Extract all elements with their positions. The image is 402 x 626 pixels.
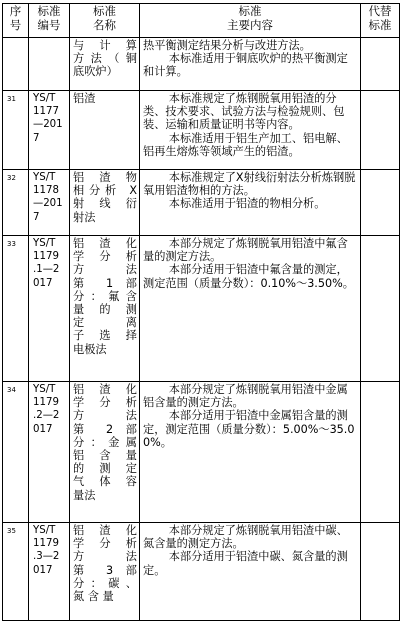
row-number: 31 xyxy=(7,95,16,103)
cell-replaces xyxy=(361,523,400,621)
cell-code xyxy=(29,170,70,236)
standard-name-line: 铝 渣 物 xyxy=(73,171,137,184)
standard-name-line: 的 测 定 xyxy=(73,462,137,476)
standard-name-line: 方 法 xyxy=(73,550,137,564)
standard-code: YS/T 1179 .3—2 017 xyxy=(33,525,60,576)
standard-name-line: 分：氟含 xyxy=(73,289,137,303)
cell-name xyxy=(70,170,140,236)
standard-name-line: 量 的 测 xyxy=(73,303,137,317)
standard-name-line: 铝渣 xyxy=(73,92,96,105)
standard-name-line: 与 计 算 xyxy=(73,39,137,52)
cell-scope xyxy=(140,170,361,236)
standard-name-line: 方法（铜 xyxy=(73,52,137,66)
standard-code: YS/T 1178 —201 7 xyxy=(33,172,63,223)
cell-code xyxy=(29,91,70,170)
cell-scope xyxy=(140,523,361,621)
scope-paragraph: 本部分规定了炼钢脱氧用铝渣中碳、氮含量的测定方法。 xyxy=(143,524,348,551)
table-row xyxy=(3,382,400,523)
cell-scope xyxy=(140,91,361,170)
cell-code xyxy=(29,382,70,523)
cell-replaces xyxy=(361,170,400,236)
standard-code: YS/T 1177 —201 7 xyxy=(33,93,63,144)
standard-name-line: 底吹炉） xyxy=(73,65,118,79)
table-row xyxy=(3,38,400,91)
cell-replaces xyxy=(361,38,400,91)
table-row xyxy=(3,170,400,236)
standard-name-line: 第 3 部 xyxy=(73,563,137,577)
standard-name-line: 铝 渣 化 xyxy=(73,524,137,537)
standard-name-line: 射 线 衍 xyxy=(73,197,137,211)
cell-name xyxy=(70,382,140,523)
table-row xyxy=(3,91,400,170)
standard-name-line: 铝 含 量 xyxy=(73,449,137,463)
standard-name-line: 氮 含 量 xyxy=(73,590,114,604)
scope-paragraph: 本部分适用于铝渣中碳、氮含量的测定。 xyxy=(143,550,348,577)
standard-name-line: 铝 渣 化 xyxy=(73,383,137,396)
header-code: 标准 编号 xyxy=(29,4,70,38)
scope-paragraph: 本标准适用于铝生产加工、铝电解、铝再生熔炼等领域产生的铝渣。 xyxy=(143,131,348,158)
header-replaces: 代替 标准 xyxy=(361,4,400,38)
standard-name-line: 气 体 容 xyxy=(73,475,137,489)
standard-name-line: 量法 xyxy=(73,488,96,502)
standard-name-line: 相分析 X xyxy=(73,184,137,198)
table-row xyxy=(3,523,400,621)
standard-name-line: 定 离 xyxy=(73,316,137,330)
cell-scope xyxy=(140,236,361,382)
table-row xyxy=(3,236,400,382)
cell-scope xyxy=(140,38,361,91)
row-number: 33 xyxy=(7,240,16,248)
row-number xyxy=(3,38,28,42)
scope-paragraph: 本部分适用于铝渣中金属铝含量的测定，测定范围（质量分数）：5.00%～35.00%。 xyxy=(143,409,355,449)
cell-name xyxy=(70,91,140,170)
scope-paragraph: 本部分规定了炼钢脱氧用铝渣中氟含量的测定方法。 xyxy=(143,237,348,264)
header-name: 标准 名称 xyxy=(70,4,140,38)
standard-name-line: 射法 xyxy=(73,210,96,224)
standard-name-line: 分：金属 xyxy=(73,435,137,449)
cell-scope xyxy=(140,382,361,523)
standard-name-line: 方 法 xyxy=(73,263,137,277)
standard-name-line: 第 1 部 xyxy=(73,276,137,290)
scope-paragraph: 本标准适用于铜底吹炉的热平衡测定和计算。 xyxy=(143,52,348,79)
row-number: 34 xyxy=(7,386,16,394)
header-no: 序 号 xyxy=(3,4,29,38)
standard-code: YS/T 1179 .2—2 017 xyxy=(33,384,60,435)
cell-code xyxy=(29,523,70,621)
standard-name-line: 学 分 析 xyxy=(73,537,137,551)
scope-paragraph: 本部分适用于铝渣中氟含量的测定，测定范围（质量分数）：0.10%～3.50%。 xyxy=(143,263,354,290)
cell-no xyxy=(3,523,29,621)
header-row xyxy=(3,4,400,38)
cell-replaces xyxy=(361,382,400,523)
standard-name-line: 学 分 析 xyxy=(73,396,137,410)
standard-code xyxy=(29,38,69,39)
standard-name-line: 方 法 xyxy=(73,409,137,423)
cell-no xyxy=(3,38,29,91)
standard-name-line: 第 2 部 xyxy=(73,422,137,436)
standard-code: YS/T 1179 .1—2 017 xyxy=(33,238,60,289)
header-scope: 标准 主要内容 xyxy=(140,4,361,38)
cell-name xyxy=(70,523,140,621)
scope-paragraph: 本标准规定了炼钢脱氧用铝渣的分类、技术要求、试验方法与检验规则、包装、运输和质量证明书等内容。 xyxy=(143,92,345,132)
cell-no xyxy=(3,236,29,382)
scope-paragraph: 热平衡测定结果分析与改进方法。 xyxy=(143,39,311,52)
cell-name xyxy=(70,38,140,91)
cell-no xyxy=(3,170,29,236)
standard-name-line: 子 选 择 xyxy=(73,329,137,343)
standard-name-line: 铝 渣 化 xyxy=(73,237,137,250)
cell-replaces xyxy=(361,236,400,382)
row-number: 35 xyxy=(7,527,16,535)
cell-name xyxy=(70,236,140,382)
standard-name-line: 电极法 xyxy=(73,342,107,356)
standard-name-line: 分：碳、 xyxy=(73,576,137,590)
standards-table xyxy=(2,3,400,621)
cell-no xyxy=(3,91,29,170)
cell-code xyxy=(29,236,70,382)
scope-paragraph: 本部分规定了炼钢脱氧用铝渣中金属铝含量的测定方法。 xyxy=(143,383,348,410)
cell-code xyxy=(29,38,70,91)
scope-paragraph: 本标准规定了X射线衍射法分析炼钢脱氧用铝渣物相的方法。 xyxy=(143,171,356,198)
cell-replaces xyxy=(361,91,400,170)
scope-paragraph: 本标准适用于铝渣的物相分析。 xyxy=(168,197,326,211)
row-number: 32 xyxy=(7,174,16,182)
cell-no xyxy=(3,382,29,523)
standard-name-line: 学 分 析 xyxy=(73,250,137,264)
